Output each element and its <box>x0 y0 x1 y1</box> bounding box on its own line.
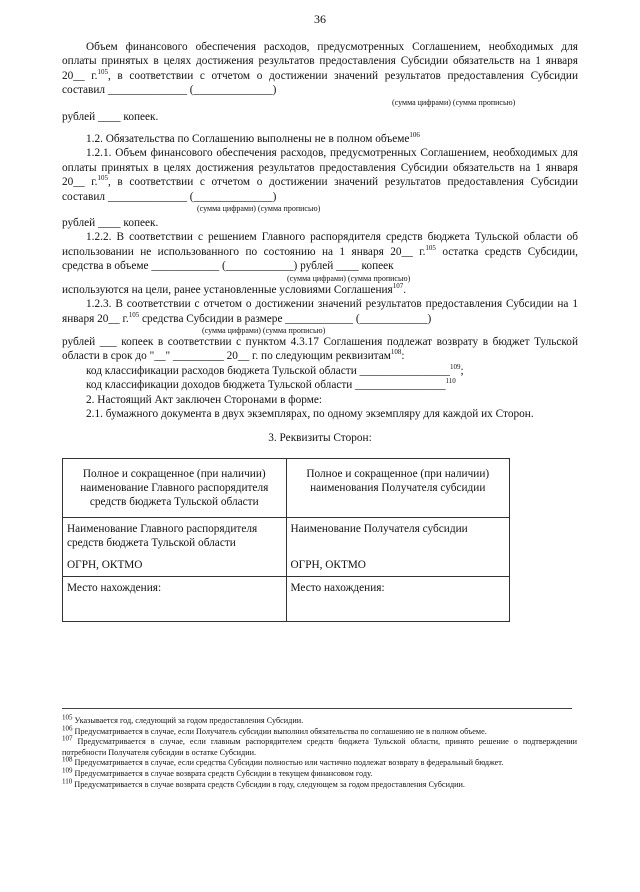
footnote-text: Предусматривается в случае, если средства Субсидии полностью или частично подлежат возврату в федеральный бюджет. <box>74 758 504 768</box>
footnote-text: Предусматривается в случае, если Получатель субсидии выполнил обязательства по соглашению не в полном объеме. <box>74 726 487 736</box>
footnote-number: 108 <box>62 755 73 764</box>
item-text: 1.2.3. В соответствии с отчетом о достижении значений результатов предоставления Субсидии на 1 января 20__ г. <box>62 298 578 325</box>
name-label: Наименование Получателя субсидии <box>290 522 468 535</box>
footnote-text: Предусматривается в случае возврата средств Субсидии в году, следующем за годом предоставления Субсидии. <box>74 779 465 789</box>
item-text: 1.2.1. Объем финансового обеспечения расходов, предусмотренных Соглашением, необходимых для оплаты принятых в целях достижения результатов предоставления Субсидии обязательств на 1 января 20__ г. <box>62 147 578 189</box>
item-text: , в соответствии с отчетом о достижении значений результатов предоставления Субсидии составил ______________ (______________) <box>62 176 578 203</box>
footnote-ref: 109 <box>449 362 461 371</box>
amount-caption: (сумма цифрами) (сумма прописью) <box>202 325 326 335</box>
footnote-ref: 105 <box>128 310 140 319</box>
footnote-text: Предусматривается в случае возврата средств Субсидии в текущем финансовом году. <box>74 768 373 778</box>
footnote-number: 106 <box>62 723 73 732</box>
paragraph-rubles: рублей ____ копеек. <box>62 217 159 230</box>
footnote-ref: 105 <box>425 244 436 253</box>
item-text: средства Субсидии в размере ____________ (____________) <box>139 312 432 325</box>
footnote-ref: 105 <box>97 68 108 77</box>
item-1-2-2 <box>62 230 578 273</box>
ogrn-label: ОГРН, ОКТМО <box>290 558 366 571</box>
table-cell <box>286 517 510 576</box>
footnote <box>62 713 577 727</box>
footnote-number: 107 <box>62 734 73 743</box>
page-number: 36 <box>314 12 326 26</box>
item-text: код классификации доходов бюджета Тульской области ________________ <box>86 379 446 392</box>
footnote <box>62 755 577 769</box>
footnote-text: Предусматривается в случае, если главным распорядителем средств бюджета Тульской области, принято решение о подтверждении потребности Получателя субсидии в остатке Субсидии. <box>62 737 578 757</box>
table-cell: Полное и сокращенное (при наличии) наименования Получателя субсидии <box>286 458 510 517</box>
code-income-line <box>62 378 578 392</box>
paragraph-text: , в соответствии с отчетом о достижении значений результатов предоставления Субсидии составил ______________ (______________) <box>62 69 578 97</box>
table-cell: Место нахождения: <box>63 576 287 621</box>
requisites-table <box>62 458 510 622</box>
table-cell: Полное и сокращенное (при наличии) наименование Главного распорядителя средств бюджета Тульской области <box>63 458 287 517</box>
document-body <box>62 40 578 622</box>
table-row <box>63 576 510 621</box>
footnote-ref: 108 <box>390 348 402 357</box>
item-1-2 <box>62 132 578 146</box>
item-2: 2. Настоящий Акт заключен Сторонами в форме: <box>86 393 323 406</box>
item-text: остатка средств Субсидии, средства в объеме ____________ (____________) рублей ____ копеек <box>62 245 578 273</box>
ogrn-label: ОГРН, ОКТМО <box>67 558 143 571</box>
item-1-2-3 <box>62 297 578 326</box>
footnote-number: 110 <box>62 776 73 785</box>
paragraph-text: Объем финансового обеспечения расходов, предусмотренных Соглашением, необходимых для оплаты принятых в целях достижения результатов предоставления Субсидии обязательств на 1 января 20__ г. <box>62 41 578 82</box>
footnote <box>62 723 577 738</box>
footnote-number: 105 <box>62 713 73 722</box>
paragraph-rubles: рублей ____ копеек. <box>62 110 159 123</box>
footnote-ref: 107 <box>392 281 404 290</box>
table-cell: Место нахождения: <box>286 576 510 621</box>
item-text: 1.2.2. В соответствии с решением Главного распорядителя средств бюджета Тульской области об использовании не использованного по состоянию на 1 января 20__ г. <box>62 231 578 258</box>
item-text: код классификации расходов бюджета Тульской области ________________ <box>86 364 450 377</box>
footnotes <box>62 713 578 790</box>
section-3-title: 3. Реквизиты Сторон: <box>268 432 372 445</box>
item-2-1: 2.1. бумажного документа в двух экземплярах, по одному экземпляру для каждой их Сторон. <box>86 407 534 420</box>
footnote <box>62 734 578 758</box>
name-label: Наименование Главного распорядителя средств бюджета Тульской области <box>67 522 258 549</box>
footnote-ref: 106 <box>409 131 420 140</box>
item-text: рублей ___ копеек в соответствии с пунктом 4.3.17 Соглашения подлежат возврату в бюджет Тульской области в срок до "__" _________ 20__ г. по следующим реквизитам <box>62 335 578 363</box>
footnote-separator <box>62 708 572 709</box>
amount-caption: (сумма цифрами) (сумма прописью) <box>287 273 411 283</box>
table-cell <box>63 517 287 576</box>
footnote-ref: 105 <box>97 174 108 183</box>
item-1-2-1 <box>62 146 578 204</box>
footnote-ref: 110 <box>445 377 456 386</box>
amount-caption: (сумма цифрами) (сумма прописью) <box>197 204 321 214</box>
paragraph-volume <box>62 40 578 98</box>
table-row <box>63 458 510 517</box>
paragraph-purpose: используются на цели, ранее установленные условиями Соглашения$^{107}$. <box>62 281 407 296</box>
footnote-text: Указывается год, следующий за годом предоставления Субсидии. <box>74 716 304 725</box>
item-text: используются на цели, ранее установленные условиями Соглашения <box>62 283 393 296</box>
footnote <box>62 766 577 780</box>
footnote-number: 109 <box>62 766 73 775</box>
item-text: 1.2. Обязательства по Соглашению выполнены не в полном объеме <box>86 133 410 146</box>
amount-caption: (сумма цифрами) (сумма прописью) <box>392 97 516 107</box>
footnote <box>62 776 577 791</box>
paragraph-return: рублей ___ копеек в соответствии с пунктом 4.3.17 Соглашения подлежат возврату в бюджет Тульской области в срок до "__" _________ 20__ г. по следующим реквизитам$^{108}$: <box>62 335 578 363</box>
table-row <box>63 517 510 576</box>
code-expense-line: код классификации расходов бюджета Тульской области ________________$^{109}$; <box>86 362 464 377</box>
